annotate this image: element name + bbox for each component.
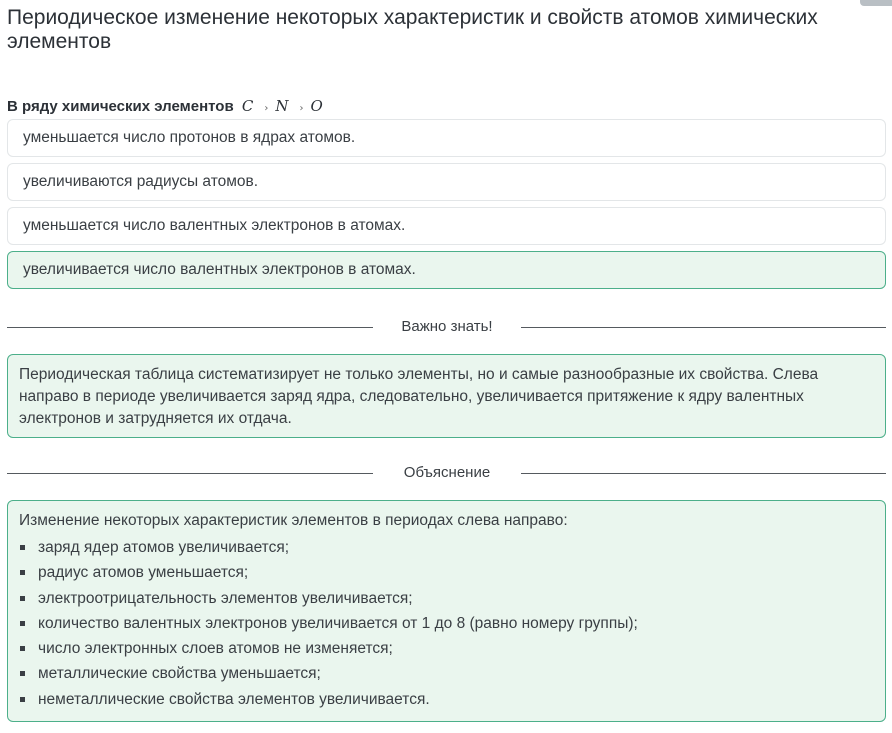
important-text: Периодическая таблица систематизирует не только элементы, но и самые разнообразные их свойства. Слева направо в периоде увеличивается заряд ядра, следовательно, увеличивается притяжение к ядру валентных электронов и затрудняется их отдача. <box>19 366 819 427</box>
bullet-icon <box>20 671 25 676</box>
element-o: O <box>310 97 324 115</box>
bullet-icon <box>20 596 25 601</box>
explanation-box <box>7 500 886 722</box>
element-series <box>242 97 324 115</box>
bullet-icon <box>20 646 25 651</box>
element-n: N <box>275 97 290 115</box>
bullet-icon <box>20 621 25 626</box>
divider-line <box>521 327 886 328</box>
list-item <box>19 560 874 585</box>
series-arrow-icon: › <box>299 103 305 114</box>
explanation-divider <box>7 463 886 483</box>
list-item <box>19 687 874 712</box>
list-item-text: заряд ядер атомов увеличивается; <box>38 539 290 556</box>
divider-line <box>7 473 373 474</box>
important-box <box>7 354 886 438</box>
divider-line <box>521 473 886 474</box>
list-item-text: радиус атомов уменьшается; <box>38 564 249 582</box>
list-item <box>19 586 874 611</box>
list-item <box>19 611 874 636</box>
element-c: C <box>241 97 255 115</box>
bullet-icon <box>20 545 25 550</box>
question-prompt <box>7 96 324 119</box>
answer-option-correct[interactable]: увеличивается число валентных электронов в атомах. <box>7 251 886 289</box>
list-item-text: неметаллические свойства элементов увеличивается. <box>38 690 430 708</box>
explanation-heading: Объяснение <box>403 464 491 481</box>
answer-options <box>7 119 886 295</box>
list-item <box>19 661 874 686</box>
explanation-intro: Изменение некоторых характеристик элементов в периодах слева направо: <box>19 512 568 529</box>
question-text: В ряду химических элементов <box>7 98 234 115</box>
series-arrow-icon: › <box>264 103 270 114</box>
list-item-text: металлические свойства уменьшается; <box>38 665 321 683</box>
important-heading: Важно знать! <box>401 318 493 335</box>
bullet-icon <box>20 697 25 702</box>
list-item <box>19 535 874 560</box>
list-item-text: число электронных слоев атомов не изменяется; <box>38 640 393 658</box>
list-item-text: электроотрицательность элементов увеличивается; <box>38 589 413 607</box>
important-divider <box>7 317 886 337</box>
list-item-text: количество валентных электронов увеличивается от 1 до 8 (равно номеру группы); <box>38 614 638 632</box>
answer-option[interactable]: уменьшается число протонов в ядрах атомов. <box>7 119 886 157</box>
answer-option[interactable]: уменьшается число валентных электронов в атомах. <box>7 207 886 245</box>
divider-line <box>7 327 373 328</box>
explanation-list <box>19 535 874 712</box>
bullet-icon <box>20 570 25 575</box>
list-item <box>19 636 874 661</box>
page-title: Периодическое изменение некоторых характеристик и свойств атомов химических элементов <box>7 6 818 53</box>
answer-option[interactable]: увеличиваются радиусы атомов. <box>7 163 886 201</box>
